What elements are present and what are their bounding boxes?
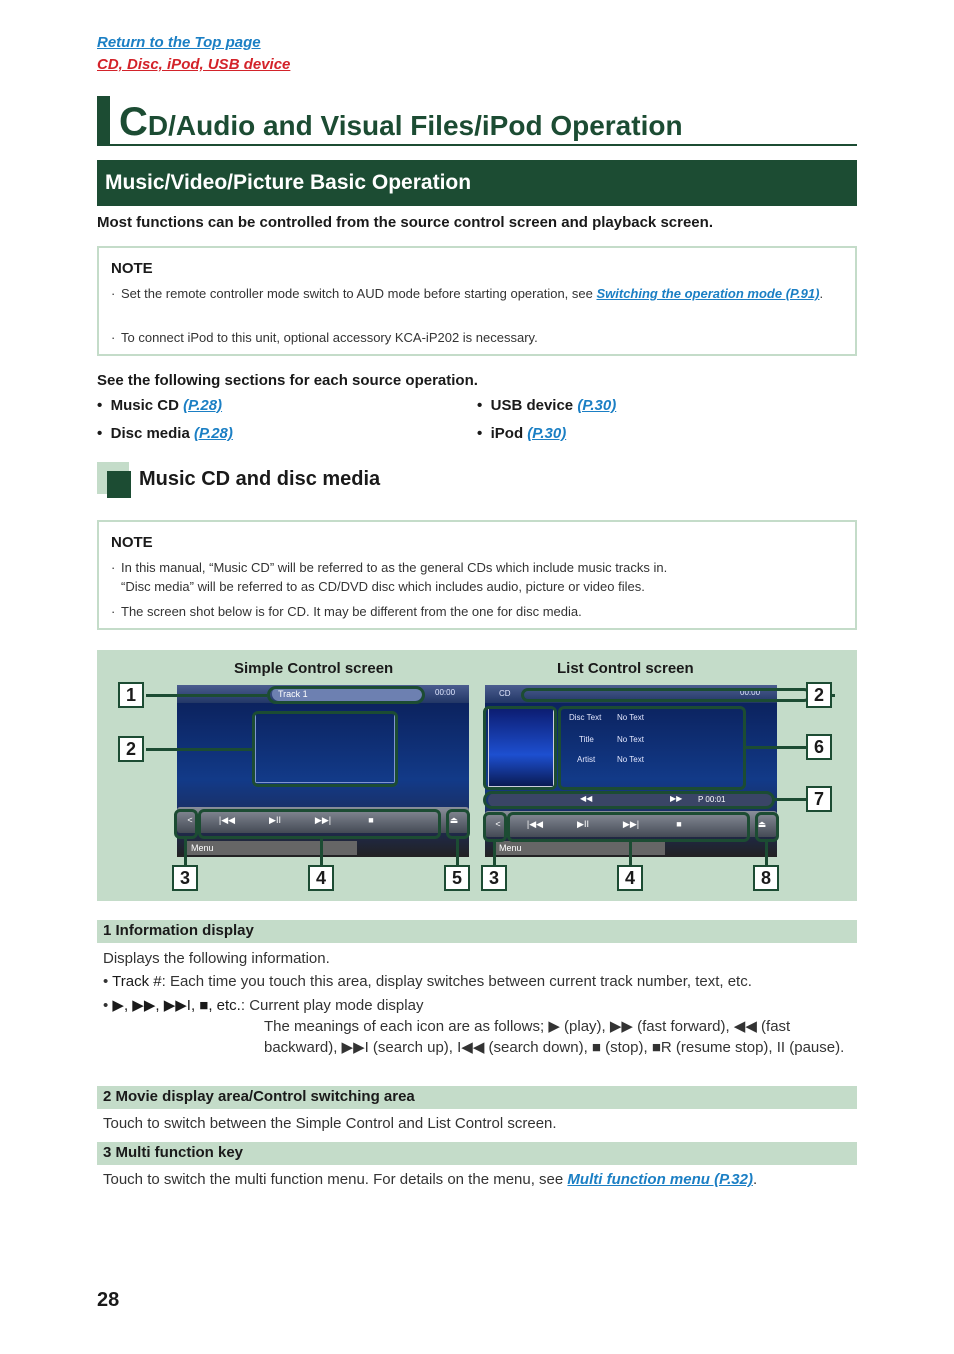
note-item — [111, 558, 841, 596]
item-desc-end: . — [752, 1171, 758, 1188]
icons-desc: : Current play mode display — [240, 997, 424, 1014]
sources-lead: See the following sections for each source operation. — [97, 372, 478, 389]
note-heading: NOTE — [111, 260, 153, 277]
callout-art — [483, 706, 557, 790]
callout-number: 3 — [172, 865, 198, 891]
note-item — [111, 328, 841, 347]
leader-line — [493, 842, 496, 865]
usb-link[interactable]: (P.30) — [577, 397, 617, 414]
source-label: USB device — [490, 397, 578, 414]
leader-line — [765, 842, 768, 865]
source-label: Music CD — [110, 397, 184, 414]
callout-multi-key — [174, 809, 198, 839]
subsection-title: Music CD and disc media — [139, 468, 381, 490]
callout-text-list — [558, 706, 746, 790]
callout-number: 2 — [806, 682, 832, 708]
callout-number: 4 — [308, 865, 334, 891]
chapter-bar — [97, 96, 110, 144]
stop-button[interactable]: ■ — [676, 819, 682, 829]
note-text: In this manual, “Music CD” will be referred to as the general CDs which include music tracks in. — [121, 560, 668, 575]
bullet: · — [111, 286, 116, 301]
bullet: • — [97, 397, 103, 414]
eject-button[interactable]: ⏏ — [449, 815, 459, 825]
multi-function-key[interactable]: < — [187, 815, 193, 825]
note-text: “Disc media” will be referred to as CD/DVD disc which includes audio, picture or video files. — [121, 579, 645, 594]
note-text: To connect iPod to this unit, optional accessory KCA-iP202 is necessary. — [121, 330, 538, 345]
source-disc-media — [97, 425, 233, 442]
callout-number: 2 — [118, 736, 144, 762]
stop-button[interactable]: ■ — [368, 815, 374, 825]
item-title: 1 Information display — [103, 922, 254, 939]
leader-line — [456, 839, 459, 865]
artist-label: Artist — [577, 755, 596, 764]
callout-multi-key-2 — [483, 812, 507, 842]
item-title: 2 Movie display area/Control switching area — [103, 1088, 415, 1105]
search-down-button[interactable]: |◀◀ — [218, 815, 236, 825]
leader-line — [629, 842, 632, 865]
menu-bar[interactable]: Menu — [187, 841, 357, 855]
section-heading — [97, 160, 857, 206]
note-text: The screen shot below is for CD. It may be different from the one for disc media. — [121, 604, 582, 619]
menu-bar[interactable]: Menu — [495, 841, 665, 855]
item-text: Touch to switch between the Simple Control and List Control screen. — [103, 1115, 557, 1132]
note-heading: NOTE — [111, 534, 153, 551]
item-text: • Track #: Each time you touch this area, display switches between current track number, text, etc. — [103, 973, 752, 990]
track-desc: : Each time you touch this area, display switches between current track number, text, etc. — [161, 973, 752, 990]
music-cd-link[interactable]: (P.28) — [183, 397, 223, 414]
leader-line — [184, 839, 187, 865]
callout-controls-2 — [507, 812, 750, 842]
time-readout: 00:00 — [435, 688, 456, 697]
icon-meanings: The meanings of each icon are as follows; ▶ (play), ▶▶ (fast forward), ◀◀ (fast backward), ▶▶I (search up), I◀◀ (search down), ■ (stop), ■R (resume stop), II (pause). — [264, 1018, 845, 1056]
search-down-button[interactable]: |◀◀ — [526, 819, 544, 829]
callout-controls — [198, 809, 441, 839]
play-pause-button[interactable]: ▶II — [269, 815, 281, 825]
title-value: No Text — [617, 735, 644, 744]
subsection-marker-dark — [107, 471, 131, 498]
callout-eject — [446, 809, 470, 839]
search-up-button[interactable]: ▶▶| — [622, 819, 640, 829]
leader-line — [775, 798, 806, 801]
bullet: • — [477, 425, 483, 442]
ipod-link[interactable]: (P.30) — [527, 425, 567, 442]
multi-function-menu-link[interactable]: Multi function menu (P.32) — [567, 1171, 753, 1188]
callout-movie-area — [252, 711, 398, 787]
source-usb — [477, 397, 616, 414]
disc-text-label: Disc Text — [569, 713, 602, 722]
note-item — [111, 284, 841, 303]
track-term: Track # — [112, 973, 162, 990]
leader-line — [146, 748, 252, 751]
chapter-title — [119, 100, 683, 145]
source-music-cd — [97, 397, 222, 414]
return-top-link[interactable]: Return to the Top page — [97, 34, 261, 51]
ff-indicator: ▶▶ — [670, 794, 683, 803]
page-number: 28 — [97, 1289, 120, 1311]
title-label: Title — [579, 735, 594, 744]
callout-number: 1 — [118, 682, 144, 708]
bullet: · — [111, 560, 116, 575]
item-heading — [97, 1086, 857, 1109]
section-title: Music/Video/Picture Basic Operation — [105, 171, 472, 194]
callout-list-info — [521, 688, 811, 702]
note-box — [97, 246, 857, 356]
caption-simple: Simple Control screen — [234, 660, 394, 677]
callout-number: 3 — [481, 865, 507, 891]
leader-line — [746, 746, 806, 749]
item-title: 3 Multi function key — [103, 1144, 244, 1161]
item-text: Displays the following information. — [103, 950, 330, 967]
bullet: • — [97, 425, 103, 442]
source-label: iPod — [490, 425, 528, 442]
breadcrumb-link[interactable]: CD, Disc, iPod, USB device — [97, 56, 291, 73]
caption-list: List Control screen — [557, 660, 694, 677]
callout-playback-bar — [483, 791, 775, 809]
multi-function-key[interactable]: < — [495, 819, 501, 829]
note-box — [97, 520, 857, 630]
bullet: · — [111, 604, 116, 619]
cd-label: CD — [499, 689, 511, 698]
search-up-button[interactable]: ▶▶| — [314, 815, 332, 825]
callout-number: 6 — [806, 734, 832, 760]
position-readout: P 00:01 — [698, 795, 726, 804]
leader-line — [320, 839, 323, 865]
source-label: Disc media — [110, 425, 194, 442]
callout-info-display — [267, 686, 425, 704]
note-text-end: . — [819, 286, 824, 301]
play-pause-button[interactable]: ▶II — [577, 819, 589, 829]
chapter-title-rest: D/Audio and Visual Files/iPod Operation — [147, 110, 683, 141]
screens-figure — [97, 650, 857, 901]
callout-number: 8 — [753, 865, 779, 891]
track-label: Track 1 — [278, 689, 308, 699]
switching-mode-link[interactable]: Switching the operation mode (P.91) — [596, 286, 820, 301]
callout-scroll — [755, 812, 779, 842]
item-desc: Touch to switch the multi function menu. For details on the menu, see — [103, 1171, 568, 1188]
bullet: · — [111, 330, 116, 345]
intro-text: Most functions can be controlled from the source control screen and playback screen. — [97, 214, 713, 231]
disc-media-link[interactable]: (P.28) — [193, 425, 233, 442]
subsection-heading — [97, 462, 497, 498]
item-text: • ▶, ▶▶, ▶▶I, ■, etc.: Current play mode display — [103, 997, 424, 1014]
chapter-heading — [97, 96, 857, 146]
rewind-indicator: ◀◀ — [580, 794, 593, 803]
note-item — [111, 602, 841, 621]
bullet: • — [477, 397, 483, 414]
callout-number: 4 — [617, 865, 643, 891]
item-text — [103, 1170, 853, 1191]
source-ipod — [477, 425, 566, 442]
top-links — [97, 32, 290, 76]
icons-term: ▶, ▶▶, ▶▶I, ■, etc. — [112, 997, 241, 1014]
chapter-title-initial: C — [119, 100, 148, 144]
item-heading — [97, 920, 857, 943]
time-readout: 00:00 — [740, 688, 761, 697]
callout-number: 7 — [806, 786, 832, 812]
eject-button[interactable]: ⏏ — [757, 819, 767, 829]
artist-value: No Text — [617, 755, 644, 764]
item-heading — [97, 1142, 857, 1165]
disc-text-value: No Text — [617, 713, 644, 722]
callout-number: 5 — [444, 865, 470, 891]
leader-line — [146, 694, 267, 697]
note-text: Set the remote controller mode switch to AUD mode before starting operation, see — [121, 286, 597, 301]
